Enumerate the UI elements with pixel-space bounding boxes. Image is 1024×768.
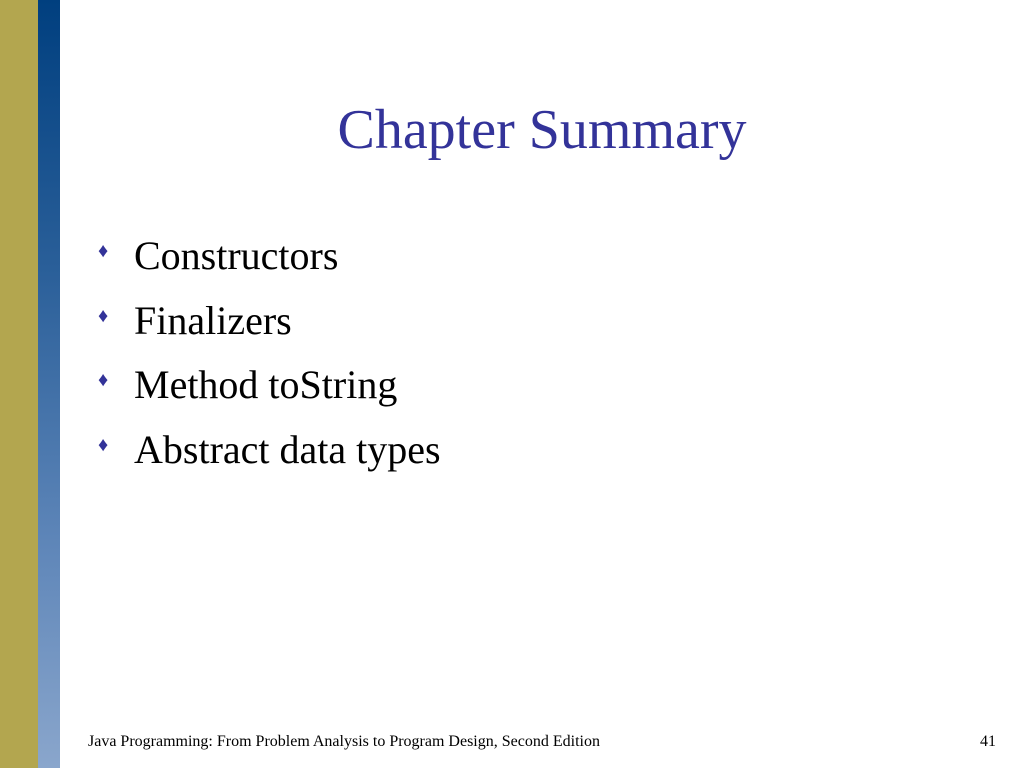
- slide-title: Chapter Summary: [337, 99, 747, 161]
- bullet-text: Constructors: [134, 233, 339, 278]
- bullet-text: Finalizers: [134, 297, 292, 343]
- footer-book-title: Java Programming: From Problem Analysis to Program Design, Second Edition: [88, 733, 600, 750]
- bullet-item: [98, 426, 441, 491]
- bullet-text: Method toString: [134, 362, 398, 407]
- bullet-list: [98, 232, 441, 490]
- left-olive-band: [0, 0, 38, 768]
- left-blue-gradient-band: [38, 0, 60, 768]
- page-number: 41: [980, 733, 996, 750]
- diamond-bullet-icon: ♦: [98, 369, 109, 391]
- bullet-text: Abstract data types: [134, 426, 441, 472]
- diamond-bullet-icon: ♦: [98, 240, 109, 262]
- bullet-item: [98, 232, 441, 297]
- diamond-bullet-icon: ♦: [98, 304, 109, 327]
- diamond-bullet-icon: ♦: [98, 433, 109, 456]
- bullet-item: [98, 361, 441, 426]
- bullet-item: [98, 297, 441, 362]
